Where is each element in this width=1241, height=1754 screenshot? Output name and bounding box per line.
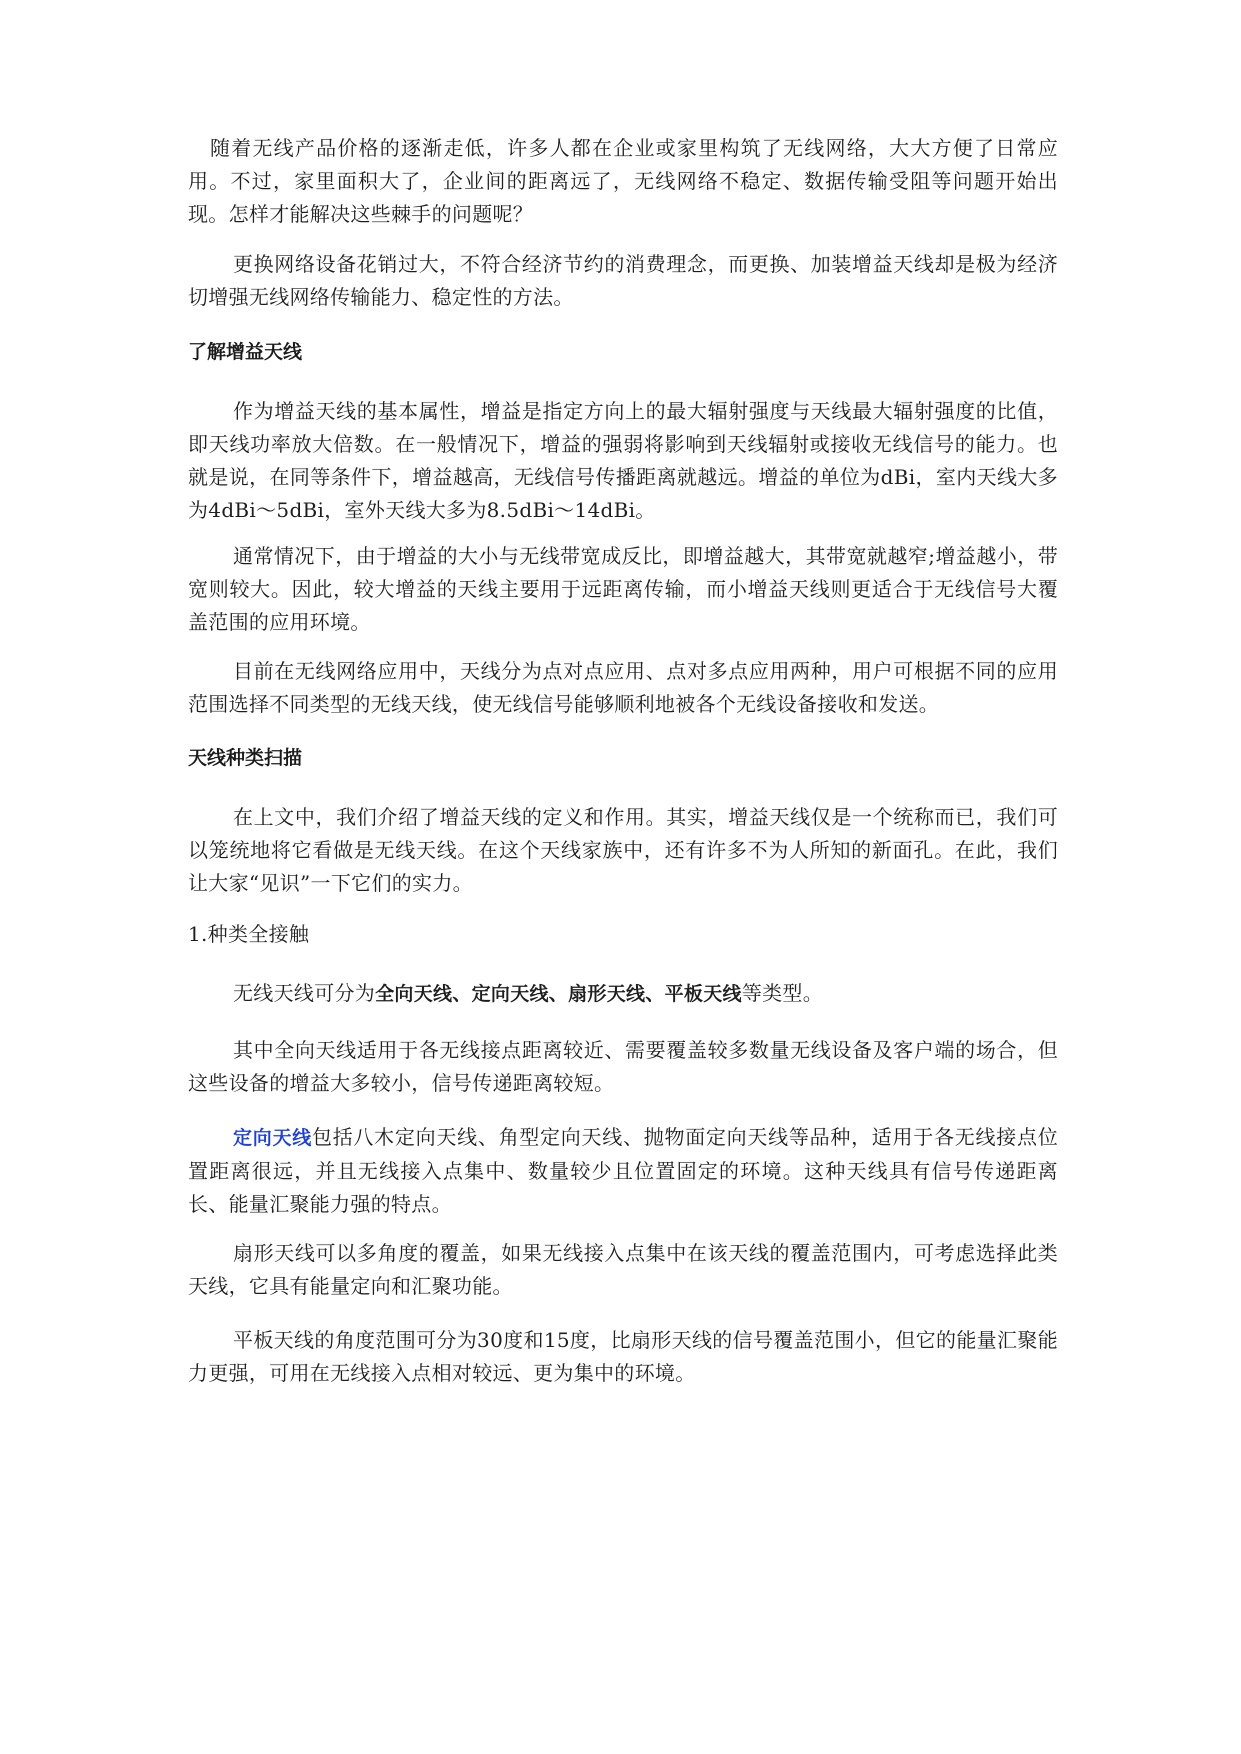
directional-antenna-link[interactable]: 定向天线 — [233, 1127, 312, 1149]
types-bold-list: 全向天线、定向天线、扇形天线、平板天线 — [375, 983, 742, 1005]
section-heading-gain-antenna: 了解增益天线 — [188, 341, 303, 363]
directional-antenna-text: 包括八木定向天线、角型定向天线、抛物面定向天线等品种，适用于各无线接点位置距离很远，并且无线接入点集中、数量较少且位置固定的环境。这种天线具有信号传递距离长、能量汇聚能力强的特点。 — [188, 1125, 1058, 1216]
antenna-types-paragraph — [188, 977, 1058, 1011]
directional-antenna-paragraph — [188, 1121, 1058, 1221]
subheading-types-overview: 1.种类全接触 — [188, 922, 310, 946]
types-prefix-text: 无线天线可分为 — [233, 981, 376, 1005]
application-paragraph: 目前在无线网络应用中，天线分为点对点应用、点对多点应用两种，用户可根据不同的应用范围选择不同类型的无线天线，使无线信号能够顺利地被各个无线设备接收和发送。 — [188, 659, 1058, 716]
replace-equipment-paragraph: 更换网络设备花销过大，不符合经济节约的消费理念，而更换、加装增益天线却是极为经济切增强无线网络传输能力、稳定性的方法。 — [188, 252, 1058, 309]
gain-definition-paragraph: 作为增益天线的基本属性，增益是指定方向上的最大辐射强度与天线最大辐射强度的比值，即天线功率放大倍数。在一般情况下，增益的强弱将影响到天线辐射或接收无线信号的能力。也就是说，在同等条件下，增益越高，无线信号传播距离就越远。增益的单位为dBi，室内天线大多为4dBi～5dBi，室外天线大多为8.5dBi～14dBi。 — [188, 399, 1058, 522]
bandwidth-paragraph: 通常情况下，由于增益的大小与无线带宽成反比，即增益越大，其带宽就越窄;增益越小，带宽则较大。因此，较大增益的天线主要用于远距离传输，而小增益天线则更适合于无线信号大覆盖范围的应用环境。 — [188, 544, 1058, 634]
section-heading-antenna-types: 天线种类扫描 — [188, 747, 303, 769]
panel-antenna-paragraph: 平板天线的角度范围可分为30度和15度，比扇形天线的信号覆盖范围小，但它的能量汇聚能力更强，可用在无线接入点相对较远、更为集中的环境。 — [188, 1328, 1058, 1385]
omni-antenna-paragraph: 其中全向天线适用于各无线接点距离较近、需要覆盖较多数量无线设备及客户端的场合，但这些设备的增益大多较小，信号传递距离较短。 — [188, 1038, 1058, 1095]
sector-antenna-paragraph: 扇形天线可以多角度的覆盖，如果无线接入点集中在该天线的覆盖范围内，可考虑选择此类天线，它具有能量定向和汇聚功能。 — [188, 1241, 1058, 1298]
types-suffix-text: 等类型。 — [741, 981, 824, 1005]
types-intro-paragraph: 在上文中，我们介绍了增益天线的定义和作用。其实，增益天线仅是一个统称而已，我们可以笼统地将它看做是无线天线。在这个天线家族中，还有许多不为人所知的新面孔。在此，我们让大家“见识”一下它们的实力。 — [188, 805, 1058, 895]
intro-paragraph: 随着无线产品价格的逐渐走低，许多人都在企业或家里构筑了无线网络，大大方便了日常应用。不过，家里面积大了，企业间的距离远了，无线网络不稳定、数据传输受阻等问题开始出现。怎样才能解决这些棘手的问题呢？ — [188, 136, 1058, 226]
